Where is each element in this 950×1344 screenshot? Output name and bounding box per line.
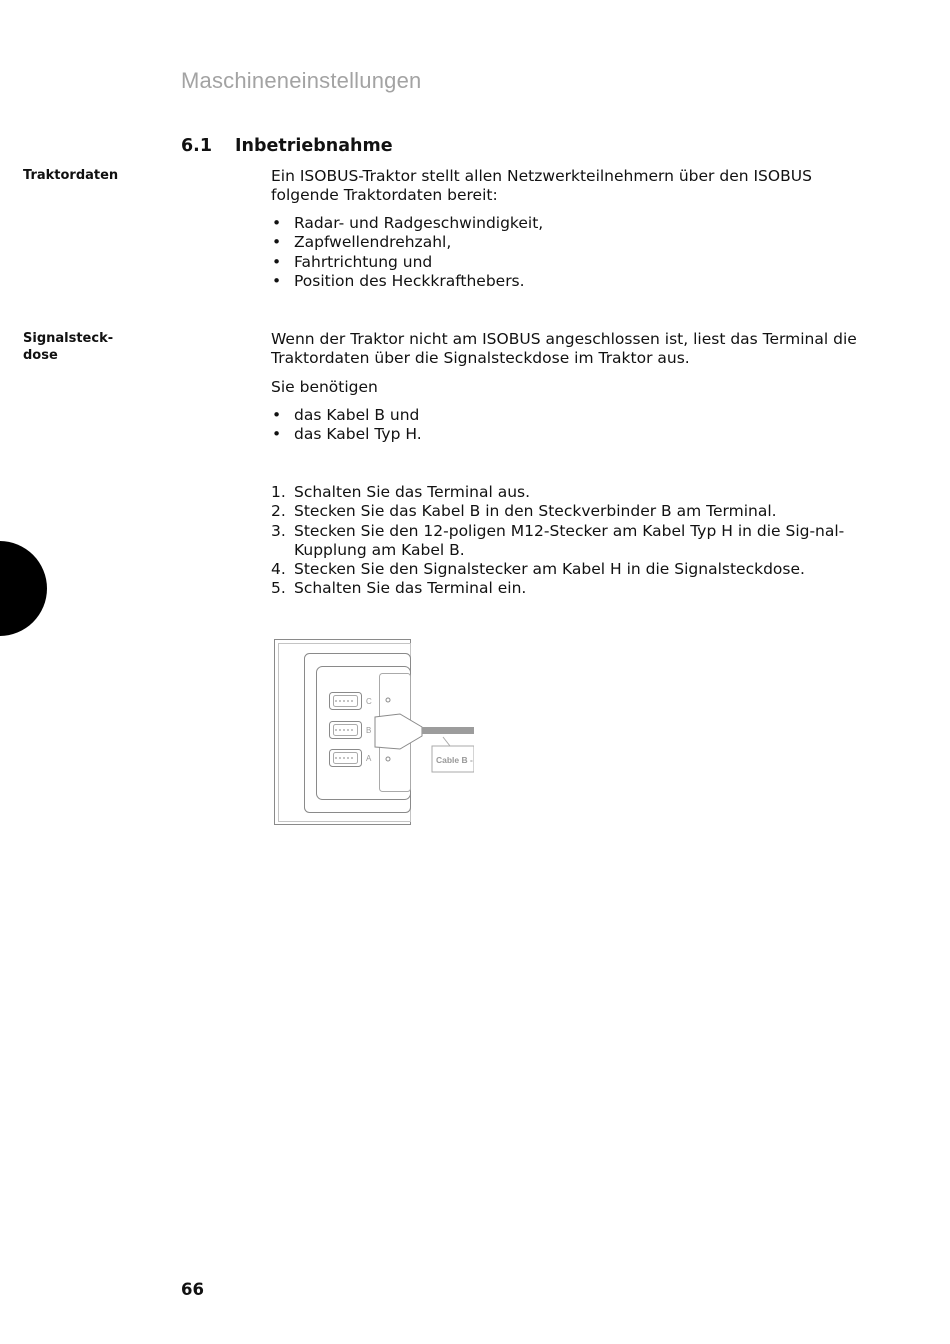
- bullet-icon: •: [272, 271, 282, 290]
- chapter-side-tab: [0, 541, 47, 636]
- list-item: • Radar- und Radgeschwindigkeit,: [272, 214, 544, 232]
- terminal-connector-figure: [274, 639, 474, 827]
- side-label-traktordaten: Traktordaten: [23, 168, 119, 183]
- tractor-data-list: [271, 214, 871, 291]
- step-item: 5. Schalten Sie das Terminal ein.: [271, 579, 527, 598]
- bullet-icon: •: [272, 252, 282, 271]
- list-item: • das Kabel B und: [272, 406, 420, 424]
- page-number: 66: [181, 1280, 204, 1299]
- cable-plug: [375, 714, 422, 749]
- step-item: 1. Schalten Sie das Terminal aus.: [271, 483, 531, 501]
- section-heading: [181, 136, 393, 156]
- step-item: 3. Stecken Sie den 12-poligen M12-Stecker am Kabel Typ H in die Sig-nal-Kupplung am Kabel B.: [271, 521, 845, 559]
- section-title: Inbetriebnahme: [235, 136, 393, 156]
- list-item: • Position des Heckkrafthebers.: [272, 271, 525, 290]
- side-label-signalsteckdose: Signalsteck- dose: [23, 331, 114, 363]
- section-number: 6.1: [181, 136, 213, 156]
- list-item: • Zapfwellendrehzahl,: [272, 233, 452, 252]
- cable-line: [422, 727, 474, 734]
- connector-label-a: A: [366, 754, 372, 763]
- bullet-icon: •: [272, 233, 282, 252]
- signal-socket-intro: Wenn der Traktor nicht am ISOBUS angeschlossen ist, liest das Terminal die Traktordaten über die Signalsteckdose im Traktor aus.: [271, 330, 857, 368]
- need-text: Sie benötigen: [271, 378, 378, 396]
- cable-label: Cable B -: [436, 755, 473, 765]
- step-item: 4. Stecken Sie den Signalstecker am Kabel H in die Signalsteckdose.: [271, 560, 805, 579]
- bullet-icon: •: [272, 214, 282, 232]
- list-item: • das Kabel Typ H.: [272, 425, 422, 444]
- list-item: • Fahrtrichtung und: [272, 252, 433, 271]
- chapter-title: Maschineneinstellungen: [181, 68, 422, 93]
- bullet-icon: •: [272, 406, 282, 424]
- bullet-icon: •: [272, 425, 282, 444]
- required-cables-list: [271, 406, 871, 445]
- connector-label-c: C: [366, 697, 372, 706]
- steps-list: [271, 483, 871, 599]
- step-item: 2. Stecken Sie das Kabel B in den Steckverbinder B am Terminal.: [271, 502, 777, 521]
- connector-label-b: B: [366, 726, 372, 735]
- tractor-data-intro: Ein ISOBUS-Traktor stellt allen Netzwerkteilnehmern über den ISOBUS folgende Traktordaten bereit:: [271, 167, 812, 205]
